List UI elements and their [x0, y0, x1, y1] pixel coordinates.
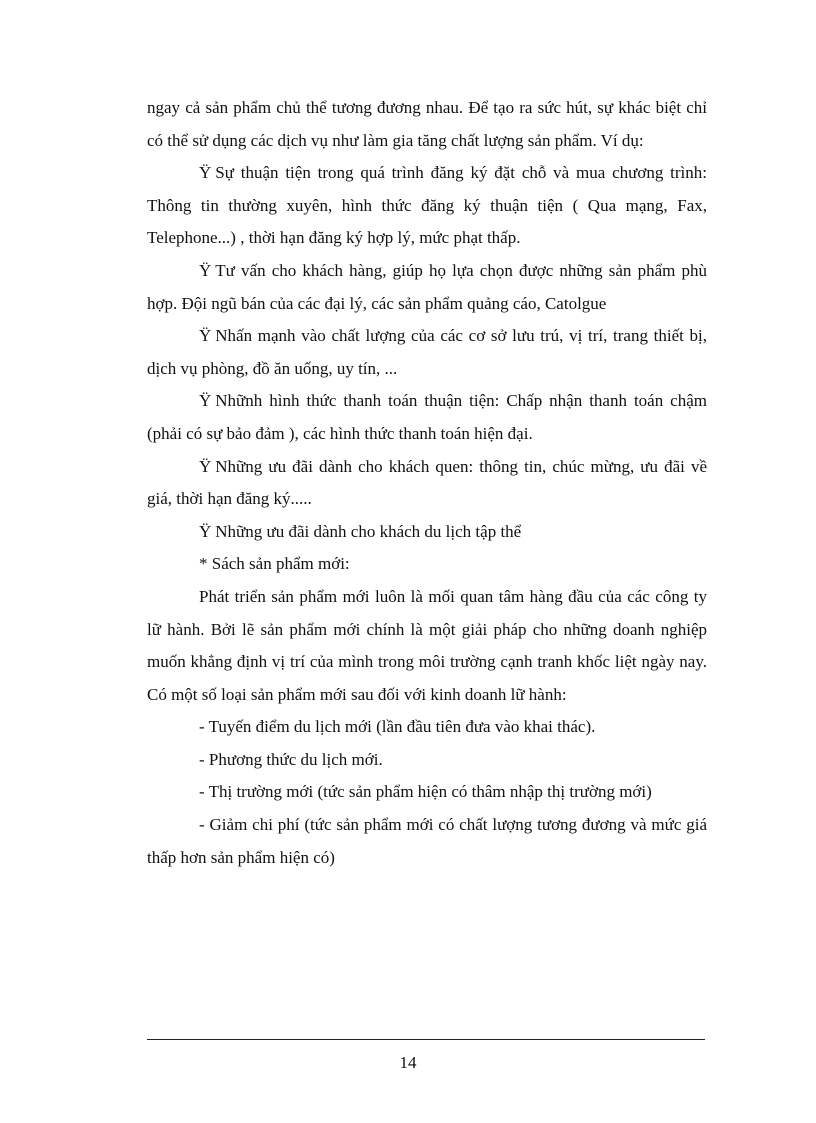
section-heading: [147, 548, 707, 581]
page-number: 14: [399, 1053, 417, 1072]
list-item-text: - Tuyến điểm du lịch mới (lần đầu tiên đưa vào khai thác).: [199, 717, 596, 737]
paragraph-text: Tư vấn cho khách hàng, giúp họ lựa chọn được những sản phẩm phù hợp. Đội ngũ bán của các đại lý, các sản phẩm quảng cáo, Catolgue: [147, 260, 707, 313]
list-item: [147, 744, 707, 777]
paragraph-text: Những ưu đãi dành cho khách quen: thông tin, chúc mừng, ưu đãi về giá, thời hạn đăng ký.....: [147, 456, 707, 509]
bullet-paragraph-consulting: [147, 255, 707, 320]
paragraph-text: Phát triển sản phẩm mới luôn là mối quan tâm hàng đầu của các công ty lữ hành. Bởi lẽ sản phẩm mới chính là một giải pháp cho những doanh nghiệp muốn khẳng định vị trí của mình trong môi trường cạnh tranh khốc liệt ngày nay. Có một số loại sản phẩm mới sau đối với kinh doanh lữ hành:: [147, 586, 707, 704]
bullet-paragraph-payment: [147, 385, 707, 450]
page-body: [147, 92, 707, 874]
list-item: [147, 711, 707, 744]
section-heading-text: * Sách sản phẩm mới:: [199, 554, 350, 574]
paragraph-text: ngay cả sản phẩm chủ thể tương đương nhau. Để tạo ra sức hút, sự khác biệt chỉ có thể sử dụng các dịch vụ như làm gia tăng chất lượng sản phẩm. Ví dụ:: [147, 98, 707, 150]
paragraph-new-products: [147, 581, 707, 711]
bullet-icon: Ÿ: [199, 163, 212, 183]
list-item: [147, 809, 707, 874]
paragraph-continuation: [147, 92, 707, 157]
bullet-icon: Ÿ: [199, 326, 212, 346]
bullet-paragraph-quality: [147, 320, 707, 385]
paragraph-text: Những ưu đãi dành cho khách du lịch tập thể: [215, 521, 522, 541]
bullet-paragraph-group-travel: [147, 516, 707, 549]
paragraph-text: Sự thuận tiện trong quá trình đăng ký đặt chỗ và mua chương trình: Thông tin thường xuyên, hình thức đăng ký thuận tiện ( Qua mạng, Fax, Telephone...) , thời hạn đăng ký hợp lý, mức phạt thấp.: [147, 163, 707, 248]
bullet-paragraph-booking: [147, 157, 707, 255]
bullet-icon: Ÿ: [199, 260, 212, 280]
list-item-text: - Phương thức du lịch mới.: [199, 749, 383, 769]
list-item: [147, 776, 707, 809]
bullet-icon: Ÿ: [199, 391, 212, 411]
paragraph-text: Nhữnh hình thức thanh toán thuận tiện: Chấp nhận thanh toán chậm (phải có sự bảo đảm ), các hình thức thanh toán hiện đại.: [147, 391, 707, 443]
bullet-icon: Ÿ: [199, 456, 212, 476]
bullet-icon: Ÿ: [199, 521, 212, 541]
footer-divider: [147, 1039, 705, 1040]
bullet-paragraph-regular-customers: [147, 451, 707, 516]
paragraph-text: Nhấn mạnh vào chất lượng của các cơ sở lưu trú, vị trí, trang thiết bị, dịch vụ phòng, đồ ăn uống, uy tín, ...: [147, 326, 707, 378]
list-item-text: - Giảm chi phí (tức sản phẩm mới có chất lượng tương đương và mức giá thấp hơn sản phẩm hiện có): [147, 815, 707, 867]
list-item-text: - Thị trường mới (tức sản phẩm hiện có thâm nhập thị trường mới): [199, 782, 652, 802]
